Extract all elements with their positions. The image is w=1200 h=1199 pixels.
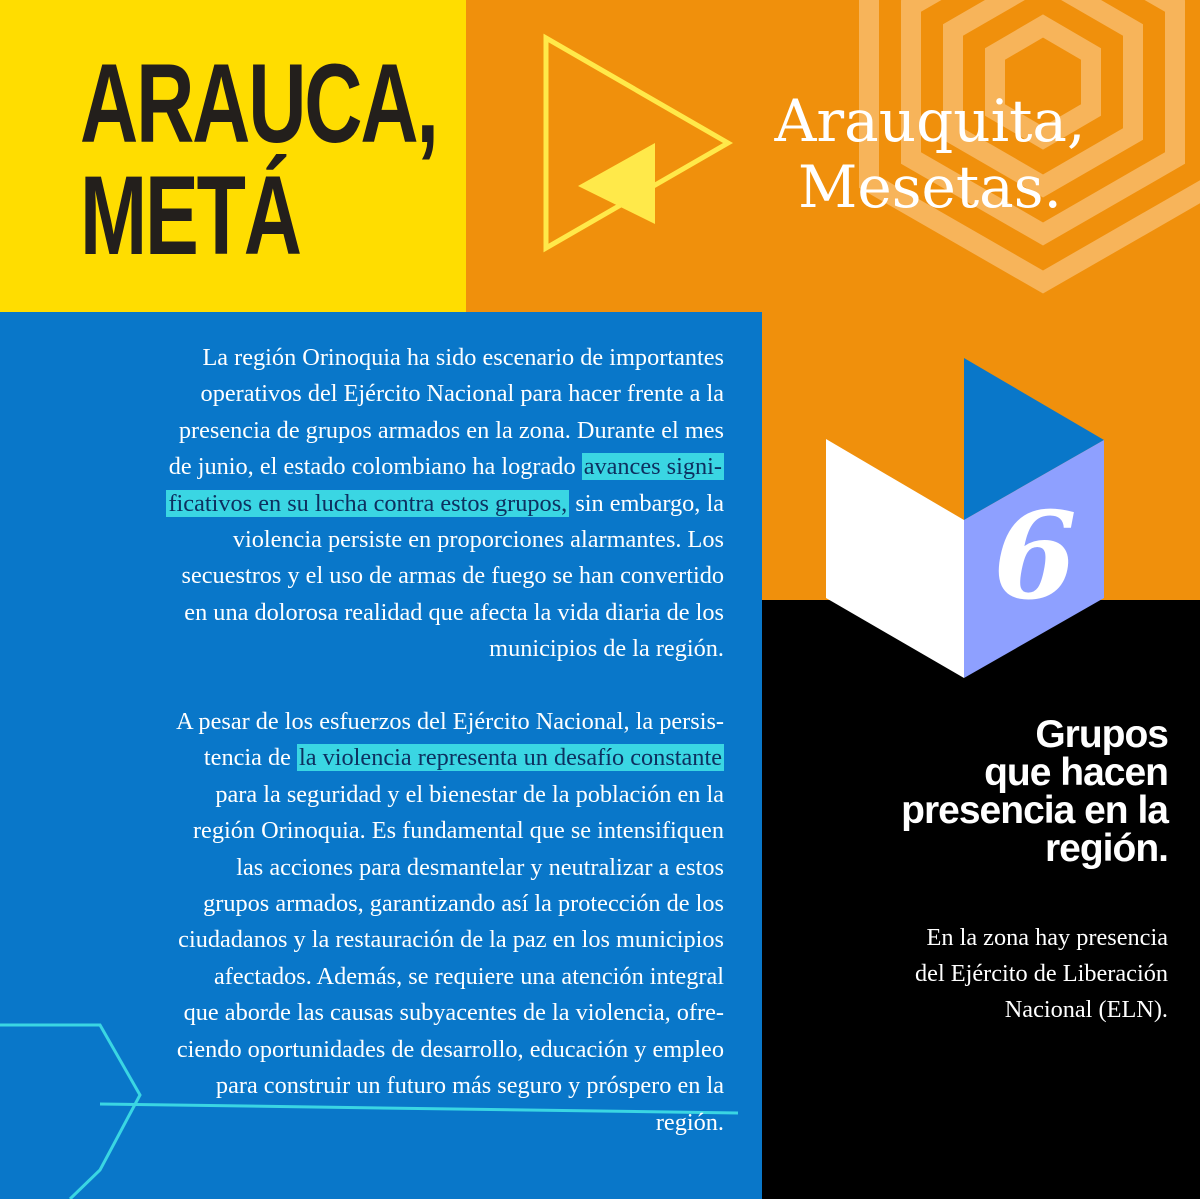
main-title-line: ARAUCA, [80,41,437,166]
groups-description [790,920,1168,1028]
groups-description-line: del Ejército de Liberación [915,960,1168,987]
body-text-segment: de junio, el estado colombiano ha logrado [168,453,576,481]
body-line: La región Orinoquia ha sido escenario de importantes [202,344,724,371]
body-line: región. [655,1108,724,1136]
subtitle-line: Arauquita, [774,87,1086,155]
body-line: las acciones para desmantelar y neutralizar a estos [236,853,724,881]
groups-heading-line: presencia en la [901,789,1168,832]
body-line: en una dolorosa realidad que afecta la vida diaria de los [184,598,724,626]
body-line [18,740,724,776]
groups-heading [790,713,1168,870]
page-number: 6 [993,486,1077,627]
body-line: presencia de grupos armados en la zona. Durante el mes [178,416,724,444]
body-line: ciendo oportunidades de desarrollo, educación y empleo [176,1035,724,1063]
body-text [18,340,724,1141]
body-line [18,449,724,485]
body-line: secuestros y el uso de armas de fuego se han convertido [181,562,724,590]
body-line: violencia persiste en proporciones alarmantes. Los [232,526,724,554]
body-line: A pesar de los esfuerzos del Ejército Nacional, la persis- [176,708,724,736]
groups-description-line: En la zona hay presencia [926,924,1168,951]
body-line: para la seguridad y el bienestar de la población en la [215,780,724,808]
paragraph-gap [18,668,724,704]
groups-description-line: Nacional (ELN). [1004,996,1168,1023]
body-line: ciudadanos y la restauración de la paz en los municipios [178,926,724,954]
highlighted-text: avances signi- [583,453,722,481]
groups-heading-line: Grupos [1035,713,1168,756]
body-line: afectados. Además, se requiere una atención integral [213,962,724,990]
highlighted-text: la violencia representa un desafío constante [299,744,722,772]
groups-heading-line: región. [1044,827,1168,870]
body-line: operativos del Ejército Nacional para hacer frente a la [200,380,724,408]
subtitle-line: Mesetas. [798,153,1062,221]
body-line: que aborde las causas subyacentes de la violencia, ofre- [183,999,724,1027]
body-line [18,486,724,522]
highlighted-text: ficativos en su lucha contra estos grupos, [168,489,568,517]
body-text-segment: tencia de [203,744,291,772]
body-line: grupos armados, garantizando así la protección de los [203,890,724,918]
body-line: municipios de la región. [489,635,724,663]
body-line: para construir un futuro más seguro y próspero en la [215,1072,724,1100]
body-line: región Orinoquia. Es fundamental que se intensifiquen [192,817,724,845]
main-title-line: METÁ [80,153,300,278]
groups-heading-line: que hacen [984,751,1168,794]
body-text-segment: sin embargo, la [575,489,724,517]
